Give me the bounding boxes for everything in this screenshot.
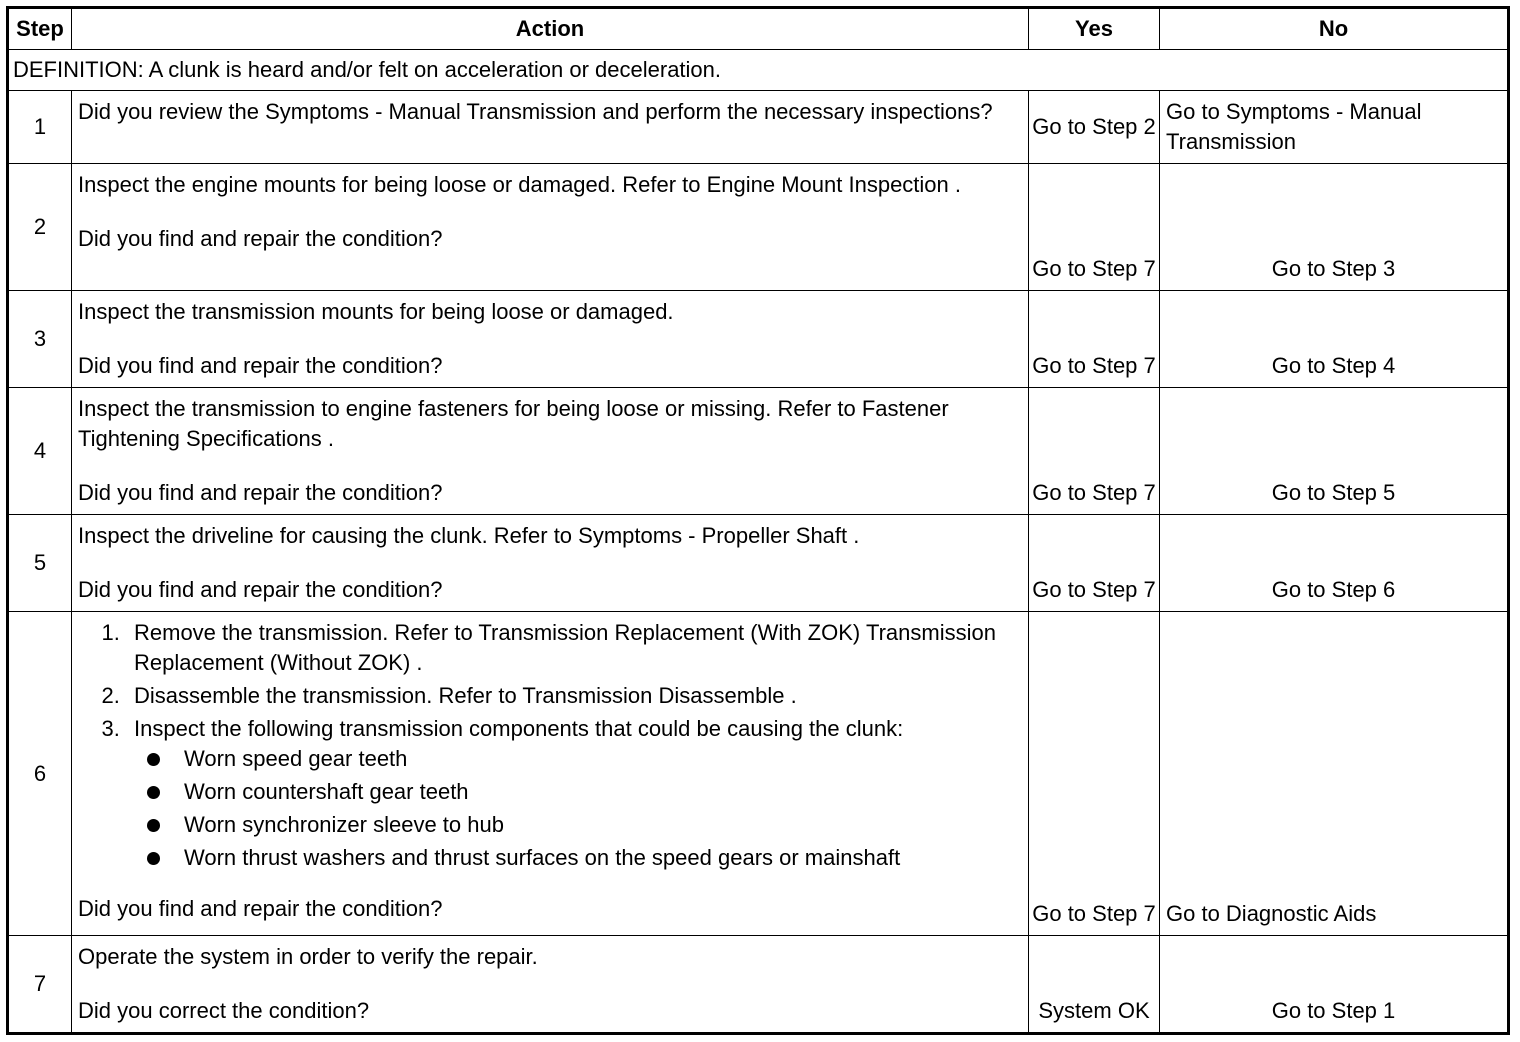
substep-item — [126, 714, 1022, 873]
action-question: Did you find and repair the condition? — [78, 577, 443, 602]
step-number: 2 — [8, 164, 72, 291]
step-number: 3 — [8, 291, 72, 388]
no-link[interactable]: Go to Step 4 — [1160, 291, 1509, 388]
no-link[interactable]: Go to Step 5 — [1160, 388, 1509, 515]
action-text: Operate the system in order to verify the repair. — [78, 944, 538, 969]
no-link[interactable]: Go to Step 3 — [1160, 164, 1509, 291]
definition-row — [8, 50, 1509, 91]
header-no: No — [1160, 8, 1509, 50]
yes-link[interactable]: Go to Step 7 — [1029, 164, 1160, 291]
action-question: Did you correct the condition? — [78, 998, 370, 1023]
yes-link[interactable]: System OK — [1029, 936, 1160, 1034]
action-cell — [72, 388, 1029, 515]
substep-list — [78, 618, 1022, 873]
component-item: Worn speed gear teeth — [182, 744, 1022, 774]
action-question: Did you find and repair the condition? — [78, 480, 443, 505]
component-item: Worn thrust washers and thrust surfaces on the speed gears or mainshaft — [182, 843, 1022, 873]
table-row — [8, 612, 1509, 936]
step-number: 7 — [8, 936, 72, 1034]
yes-link[interactable]: Go to Step 2 — [1029, 91, 1160, 164]
yes-link[interactable]: Go to Step 7 — [1029, 388, 1160, 515]
yes-link[interactable]: Go to Step 7 — [1029, 515, 1160, 612]
step-number: 6 — [8, 612, 72, 936]
action-cell — [72, 291, 1029, 388]
action-question: Did you find and repair the condition? — [78, 896, 443, 921]
step-number: 1 — [8, 91, 72, 164]
header-yes: Yes — [1029, 8, 1160, 50]
diagnostic-table — [6, 6, 1510, 1035]
table-row — [8, 91, 1509, 164]
component-list — [134, 744, 1022, 873]
table-row — [8, 388, 1509, 515]
action-question: Did you find and repair the condition? — [78, 353, 443, 378]
table-row — [8, 164, 1509, 291]
action-text: Inspect the transmission to engine fasteners for being loose or missing. Refer to Fastener Tightening Specifications . — [78, 396, 949, 451]
header-step: Step — [8, 8, 72, 50]
substep-item: 1. Remove the transmission. Refer to Transmission Replacement (With ZOK) Transmission Replacement (Without ZOK) . — [126, 618, 1022, 678]
action-cell — [72, 164, 1029, 291]
action-text: Inspect the transmission mounts for being loose or damaged. — [78, 299, 674, 324]
action-question: Did you find and repair the condition? — [78, 226, 443, 251]
step-number: 4 — [8, 388, 72, 515]
action-cell — [72, 612, 1029, 936]
table-row — [8, 515, 1509, 612]
no-link[interactable]: Go to Step 1 — [1160, 936, 1509, 1034]
substep-text: Inspect the following transmission components that could be causing the clunk: — [134, 716, 904, 741]
action-cell — [72, 91, 1029, 164]
no-link[interactable]: Go to Diagnostic Aids — [1160, 612, 1509, 936]
action-text: Did you review the Symptoms - Manual Transmission and perform the necessary inspections? — [78, 99, 993, 124]
table-row — [8, 291, 1509, 388]
action-cell — [72, 515, 1029, 612]
table-row — [8, 936, 1509, 1034]
step-number: 5 — [8, 515, 72, 612]
component-item: Worn synchronizer sleeve to hub — [182, 810, 1022, 840]
header-action: Action — [72, 8, 1029, 50]
yes-link[interactable]: Go to Step 7 — [1029, 291, 1160, 388]
component-item: Worn countershaft gear teeth — [182, 777, 1022, 807]
no-link[interactable]: Go to Symptoms - Manual Transmission — [1160, 91, 1509, 164]
header-row — [8, 8, 1509, 50]
yes-link[interactable]: Go to Step 7 — [1029, 612, 1160, 936]
action-cell — [72, 936, 1029, 1034]
action-text: Inspect the driveline for causing the clunk. Refer to Symptoms - Propeller Shaft . — [78, 523, 860, 548]
action-text: Inspect the engine mounts for being loose or damaged. Refer to Engine Mount Inspection . — [78, 172, 961, 197]
substep-item: 2. Disassemble the transmission. Refer to Transmission Disassemble . — [126, 681, 1022, 711]
no-link[interactable]: Go to Step 6 — [1160, 515, 1509, 612]
definition-text: DEFINITION: A clunk is heard and/or felt on acceleration or deceleration. — [8, 50, 1509, 91]
